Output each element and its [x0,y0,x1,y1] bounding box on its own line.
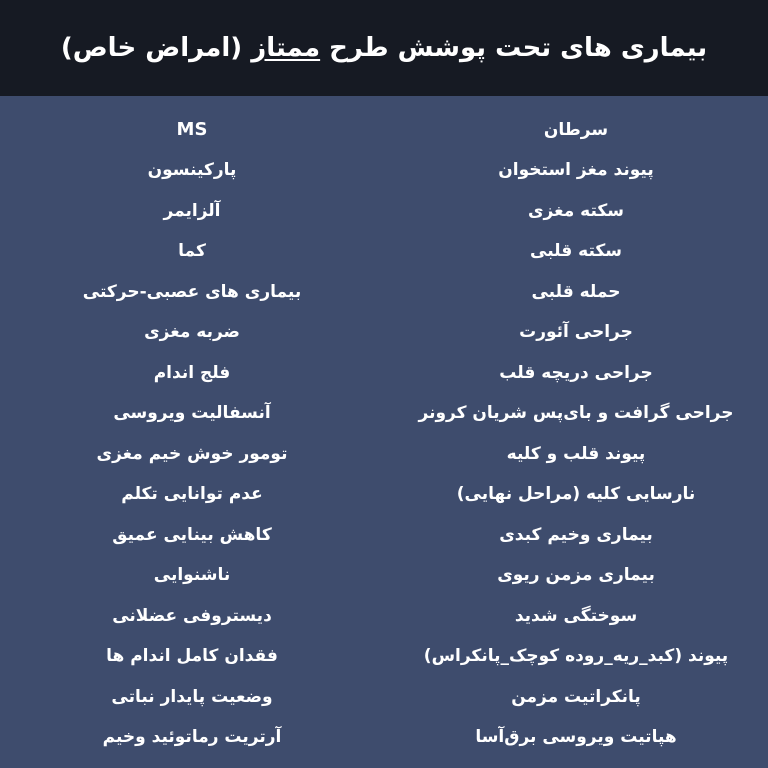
title-part-2: (امراض خاص) [60,33,252,63]
list-item: وضعیت پایدار نباتی [111,686,273,707]
list-item: سوختگی شدید [514,605,638,626]
list-item: آلزایمر [163,200,221,221]
list-item: بیماری های عصبی-حرکتی [82,281,302,302]
list-item: پارکینسون [147,160,237,181]
page-title [61,33,707,63]
list-item: سکته قلبی [530,241,622,262]
list-item: تومور خوش خیم مغزی [96,443,288,464]
disease-lists [0,96,768,768]
list-item: سکته مغزی [527,200,625,221]
list-item: هپاتیت ویروسی برق‌آسا [475,727,677,748]
title-highlight: ممتاز [251,33,321,63]
list-item: پیوند (کبد_ریه_روده کوچک_پانکراس) [423,646,729,667]
title-part-1: بیماری های تحت پوشش طرح [320,33,708,63]
disease-column-left [0,110,384,768]
disease-column-right [384,110,768,768]
list-item: فقدان کامل اندام ها [106,646,278,667]
list-item: جراحی گرافت و بای‌پس شریان کرونر [418,403,734,424]
poster-header [0,0,768,96]
list-item: فلج اندام [153,362,231,383]
list-item: کاهش بینایی عمیق [112,524,272,545]
list-item: حمله قلبی [531,281,621,302]
list-item: دیستروفی عضلانی [112,605,272,626]
list-item: بیماری مزمن ریوی [497,565,655,586]
list-item: عدم توانایی تکلم [121,484,263,505]
list-item: جراحی آئورت [519,322,633,343]
list-item: آنسفالیت ویروسی [113,403,271,424]
list-item: پیوند مغز استخوان [498,160,654,181]
list-item: بیماری وخیم کبدی [499,524,653,545]
list-item: جراحی دریچه قلب [499,362,653,383]
list-item: پیوند قلب و کلیه [506,443,646,464]
list-item: آرتریت رماتوئید وخیم [102,727,282,748]
list-item: ناشنوایی [153,565,231,586]
list-item: سرطان [543,119,609,140]
list-item: نارسایی کلیه (مراحل نهایی) [456,484,696,505]
list-item: پانکراتیت مزمن [511,686,641,707]
list-item: ضربه مغزی [144,322,240,343]
list-item: MS [176,119,208,141]
list-item: کما [178,241,206,262]
